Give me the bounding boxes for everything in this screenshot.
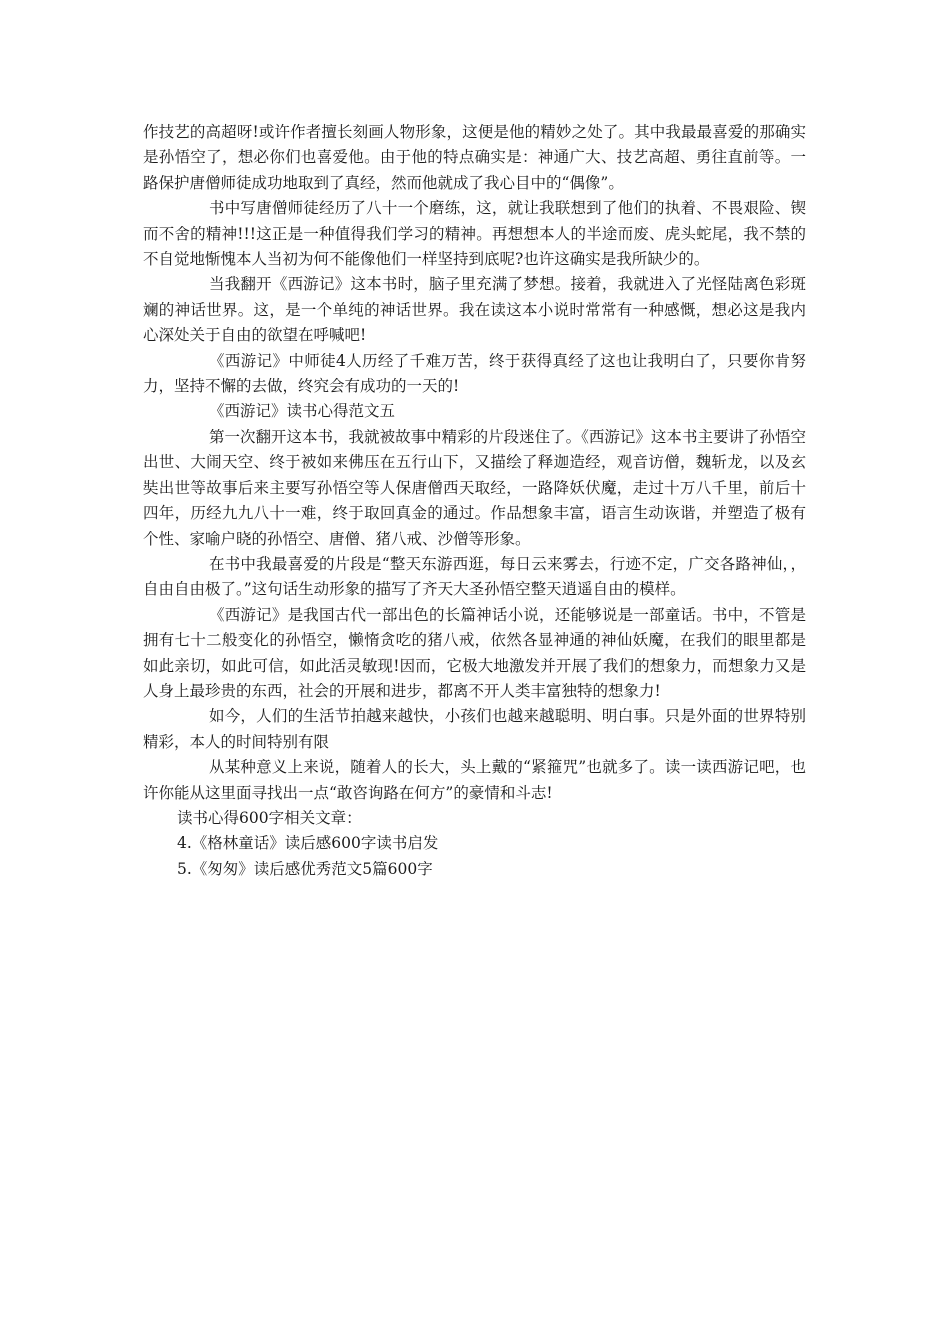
related-articles	[177, 806, 777, 882]
document-body	[143, 120, 806, 806]
paragraph: 《西游记》中师徒4人历经了千难万苦，终于获得真经了这也让我明白了，只要你肯努力，坚持不懈的去做，终究会有成功的一天的!	[143, 351, 806, 396]
paragraph: 从某种意义上来说，随着人的长大，头上戴的“紧箍咒”也就多了。读一读西游记吧，也许你能从这里面寻找出一点“敢咨询路在何方”的豪情和斗志!	[143, 758, 806, 802]
paragraph: 如今，人们的生活节拍越来越快，小孩们也越来越聪明、明白事。只是外面的世界特别精彩，本人的时间特别有限	[143, 707, 806, 751]
paragraph: 书中写唐僧师徒经历了八十一个磨练，这，就让我联想到了他们的执着、不畏艰险、锲而不舍的精神!!!这正是一种值得我们学习的精神。再想想本人的半途而废、虎头蛇尾，我不禁的不自觉地惭愧本人当初为何不能像他们一样坚持到底呢?也许这确实是我所缺少的。	[143, 199, 806, 269]
paragraph: 当我翻开《西游记》这本书时，脑子里充满了梦想。接着，我就进入了光怪陆离色彩斑斓的神话世界。这，是一个单纯的神话世界。我在读这本小说时常常有一种感慨，想必这是我内心深处关于自由的欲望在呼喊吧!	[143, 275, 806, 345]
paragraph: 《西游记》是我国古代一部出色的长篇神话小说，还能够说是一部童话。书中，不管是拥有七十二般变化的孙悟空，懒惰贪吃的猪八戒，依然各显神通的神仙妖魔，在我们的眼里都是如此亲切，如此可信，如此活灵敏现!因而，它极大地激发并开展了我们的想象力，而想象力又是人身上最珍贵的东西，社会的开展和进步，都离不开人类丰富独特的想象力!	[143, 605, 806, 700]
related-link[interactable]: 5.《匆匆》读后感优秀范文5篇600字	[177, 859, 433, 878]
section-heading: 《西游记》读书心得范文五	[209, 402, 396, 421]
related-link[interactable]: 4.《格林童话》读后感600字读书启发	[177, 834, 439, 853]
paragraph: 在书中我最喜爱的片段是“整天东游西逛，每日云来雾去，行迹不定，广交各路神仙，，自由自由极了。”这句话生动形象的描写了齐天大圣孙悟空整天逍遥自由的模样。	[143, 554, 806, 599]
paragraph: 作技艺的高超呀!或许作者擅长刻画人物形象，这便是他的精妙之处了。其中我最最喜爱的那确实是孙悟空了，想必你们也喜爱他。由于他的特点确实是：神通广大、技艺高超、勇往直前等。一路保护唐僧师徒成功地取到了真经，然而他就成了我心目中的“偶像”。	[143, 123, 806, 192]
related-heading: 读书心得600字相关文章：	[177, 809, 362, 827]
paragraph: 第一次翻开这本书，我就被故事中精彩的片段迷住了。《西游记》这本书主要讲了孙悟空出世、大闹天空、终于被如来佛压在五行山下，又描绘了释迦造经，观音访僧，魏斩龙，以及玄奘出世等故事后来主要写孙悟空等人保唐僧西天取经，一路降妖伏魔，走过十万八千里，前后十四年，历经九九八十一难，终于取回真金的通过。作品想象丰富，语言生动诙谐，并塑造了极有个性、家喻户晓的孙悟空、唐僧、猪八戒、沙僧等形象。	[143, 427, 806, 548]
